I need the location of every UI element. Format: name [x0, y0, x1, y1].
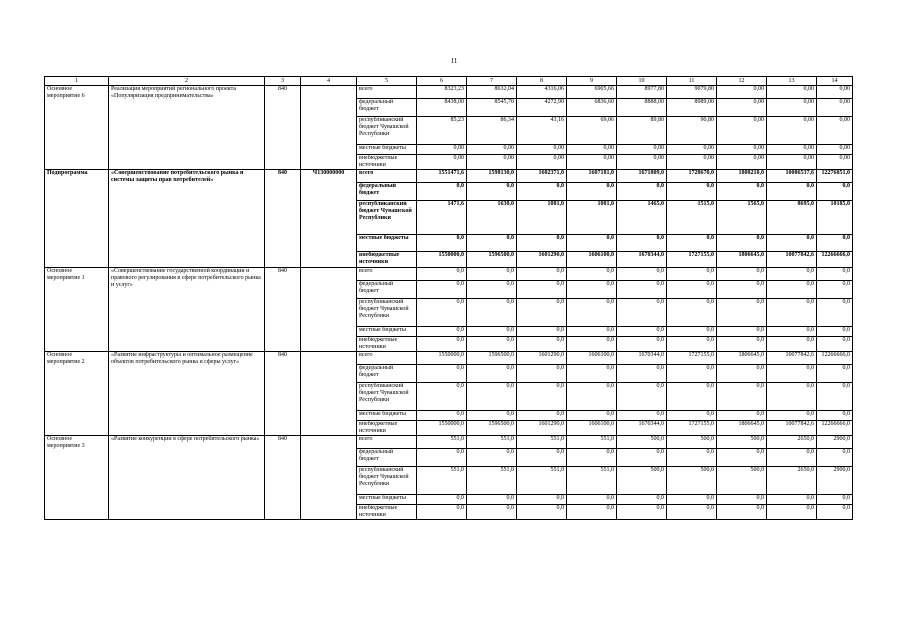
value-cell: 0,0 — [517, 268, 567, 281]
value-cell: 500,0 — [667, 436, 717, 449]
value-cell: 1727155,0 — [667, 421, 717, 436]
value-cell: 0,00 — [817, 99, 853, 117]
source-cell: федеральный бюджет — [357, 183, 417, 201]
value-cell: 0,0 — [467, 183, 517, 201]
value-cell: 0,0 — [767, 505, 817, 520]
value-cell: 0,0 — [517, 337, 567, 352]
value-cell: 0,0 — [617, 299, 667, 327]
value-cell: 0,00 — [767, 155, 817, 170]
source-cell: внебюджетные источники — [357, 252, 417, 268]
value-cell: 551,0 — [467, 436, 517, 449]
value-cell: 0,0 — [617, 505, 667, 520]
value-cell: 6905,66 — [567, 86, 617, 99]
value-cell: 0,0 — [817, 495, 853, 505]
table-row — [45, 86, 853, 99]
value-cell: 0,0 — [567, 383, 617, 411]
value-cell: 8695,0 — [767, 201, 817, 235]
value-cell: 1806645,0 — [717, 352, 767, 365]
value-cell: 1550000,0 — [417, 352, 467, 365]
row-title-cell: Подпрограмма — [45, 170, 109, 268]
value-cell: 0,0 — [467, 365, 517, 383]
value-cell: 0,0 — [767, 268, 817, 281]
value-cell: 0,0 — [467, 411, 517, 421]
value-cell: 12266666,0 — [817, 421, 853, 436]
value-cell: 10077842,6 — [767, 252, 817, 268]
header-cell: 14 — [817, 77, 853, 86]
value-cell: 0,00 — [467, 155, 517, 170]
value-cell: 8977,80 — [617, 86, 667, 99]
value-cell: 0,00 — [517, 145, 567, 155]
value-cell: 8888,00 — [617, 99, 667, 117]
value-cell: 0,0 — [617, 268, 667, 281]
source-cell: местные бюджеты — [357, 411, 417, 421]
row-description-cell: Реализация мероприятий регионального проекта «Популяризация предпринимательства» — [109, 86, 265, 170]
value-cell: 500,0 — [717, 436, 767, 449]
value-cell: 1601290,0 — [517, 352, 567, 365]
value-cell: 2900,0 — [817, 436, 853, 449]
value-cell: 1596500,0 — [467, 352, 517, 365]
value-cell: 0,0 — [817, 235, 853, 252]
row-title-cell: Основное мероприятие 1 — [45, 268, 109, 352]
value-cell: 0,0 — [517, 495, 567, 505]
value-cell: 1601290,0 — [517, 252, 567, 268]
source-cell: местные бюджеты — [357, 495, 417, 505]
value-cell: 0,00 — [767, 145, 817, 155]
value-cell: 0,0 — [667, 327, 717, 337]
source-cell: всего — [357, 86, 417, 99]
row-description-cell: «Совершенствование государственной координации и правового регулирования в сфере потребительского рынка и услуг» — [109, 268, 265, 352]
value-cell: 43,16 — [517, 117, 567, 145]
value-cell: 0,0 — [417, 183, 467, 201]
value-cell: 500,0 — [617, 467, 667, 495]
value-cell: 0,0 — [767, 327, 817, 337]
value-cell: 1727155,0 — [667, 252, 717, 268]
value-cell: 0,0 — [517, 449, 567, 467]
value-cell: 1551471,6 — [417, 170, 467, 183]
value-cell: 0,0 — [667, 281, 717, 299]
value-cell: 0,0 — [567, 449, 617, 467]
value-cell: 86,34 — [467, 117, 517, 145]
value-cell: 551,0 — [567, 436, 617, 449]
value-cell: 0,0 — [817, 337, 853, 352]
header-cell: 13 — [767, 77, 817, 86]
value-cell: 0,0 — [567, 268, 617, 281]
value-cell: 0,0 — [467, 235, 517, 252]
gov-code-cell: 840 — [265, 352, 301, 436]
value-cell: 1471,6 — [417, 201, 467, 235]
value-cell: 85,23 — [417, 117, 467, 145]
value-cell: 0,0 — [567, 411, 617, 421]
value-cell: 0,0 — [667, 365, 717, 383]
value-cell: 0,0 — [617, 281, 667, 299]
csr-code-cell — [301, 352, 357, 436]
source-cell: республиканский бюджет Чувашской Республики — [357, 383, 417, 411]
source-cell: федеральный бюджет — [357, 281, 417, 299]
header-cell: 9 — [567, 77, 617, 86]
source-cell: федеральный бюджет — [357, 99, 417, 117]
source-cell: внебюджетные источники — [357, 337, 417, 352]
value-cell: 0,0 — [467, 299, 517, 327]
source-cell: внебюджетные источники — [357, 155, 417, 170]
value-cell: 0,0 — [417, 365, 467, 383]
value-cell: 8989,00 — [667, 99, 717, 117]
value-cell: 0,0 — [567, 299, 617, 327]
value-cell: 500,0 — [667, 467, 717, 495]
gov-code-cell: 840 — [265, 436, 301, 520]
value-cell: 1670344,0 — [617, 252, 667, 268]
value-cell: 0,0 — [667, 299, 717, 327]
source-cell: республиканский бюджет Чувашской Республики — [357, 201, 417, 235]
value-cell: 0,0 — [617, 337, 667, 352]
value-cell: 0,0 — [767, 235, 817, 252]
value-cell: 0,0 — [667, 495, 717, 505]
value-cell: 1607181,0 — [567, 170, 617, 183]
value-cell: 8438,00 — [417, 99, 467, 117]
value-cell: 0,00 — [717, 86, 767, 99]
value-cell: 8323,23 — [417, 86, 467, 99]
row-title-cell: Основное мероприятие 6 — [45, 86, 109, 170]
value-cell: 0,0 — [767, 183, 817, 201]
value-cell: 0,0 — [567, 365, 617, 383]
value-cell: 10185,0 — [817, 201, 853, 235]
header-cell: 6 — [417, 77, 467, 86]
value-cell: 0,0 — [467, 383, 517, 411]
header-cell: 11 — [667, 77, 717, 86]
value-cell: 1596500,0 — [467, 252, 517, 268]
value-cell: 1670344,0 — [617, 421, 667, 436]
value-cell: 0,0 — [717, 299, 767, 327]
value-cell: 1728670,0 — [667, 170, 717, 183]
value-cell: 0,0 — [717, 365, 767, 383]
value-cell: 0,0 — [417, 411, 467, 421]
value-cell: 0,00 — [817, 145, 853, 155]
value-cell: 500,0 — [617, 436, 667, 449]
value-cell: 90,80 — [667, 117, 717, 145]
budget-table — [44, 76, 853, 520]
value-cell: 0,0 — [467, 327, 517, 337]
value-cell: 0,0 — [567, 505, 617, 520]
row-title-cell: Основное мероприятие 2 — [45, 352, 109, 436]
value-cell: 0,0 — [467, 337, 517, 352]
value-cell: 10077842,6 — [767, 421, 817, 436]
value-cell: 0,00 — [567, 155, 617, 170]
value-cell: 1601290,0 — [517, 421, 567, 436]
value-cell: 0,0 — [817, 268, 853, 281]
value-cell: 0,0 — [517, 505, 567, 520]
value-cell: 0,0 — [517, 235, 567, 252]
value-cell: 1596500,0 — [467, 421, 517, 436]
source-cell: внебюджетные источники — [357, 421, 417, 436]
value-cell: 0,0 — [817, 383, 853, 411]
value-cell: 551,0 — [417, 436, 467, 449]
csr-code-cell: Ч130000000 — [301, 170, 357, 268]
value-cell: 0,0 — [617, 183, 667, 201]
value-cell: 8632,04 — [467, 86, 517, 99]
value-cell: 0,0 — [567, 337, 617, 352]
source-cell: республиканский бюджет Чувашской Республики — [357, 117, 417, 145]
value-cell: 1606100,0 — [567, 252, 617, 268]
source-cell: республиканский бюджет Чувашской Республики — [357, 299, 417, 327]
value-cell: 1727155,0 — [667, 352, 717, 365]
value-cell: 551,0 — [417, 467, 467, 495]
value-cell: 0,0 — [717, 495, 767, 505]
value-cell: 0,0 — [417, 449, 467, 467]
value-cell: 2900,0 — [817, 467, 853, 495]
value-cell: 0,0 — [517, 327, 567, 337]
value-cell: 0,0 — [417, 337, 467, 352]
value-cell: 9079,80 — [667, 86, 717, 99]
value-cell: 1808210,0 — [717, 170, 767, 183]
value-cell: 0,00 — [567, 145, 617, 155]
table-row — [45, 436, 853, 449]
header-cell: 2 — [109, 77, 265, 86]
value-cell: 10077842,6 — [767, 352, 817, 365]
value-cell: 0,0 — [667, 235, 717, 252]
header-cell: 4 — [301, 77, 357, 86]
gov-code-cell: 840 — [265, 170, 301, 268]
value-cell: 0,0 — [767, 365, 817, 383]
value-cell: 551,0 — [467, 467, 517, 495]
value-cell: 12276851,0 — [817, 170, 853, 183]
value-cell: 1606100,0 — [567, 421, 617, 436]
value-cell: 1602371,0 — [517, 170, 567, 183]
value-cell: 0,0 — [467, 495, 517, 505]
value-cell: 0,0 — [767, 449, 817, 467]
value-cell: 0,00 — [817, 155, 853, 170]
value-cell: 0,0 — [817, 327, 853, 337]
value-cell: 551,0 — [517, 467, 567, 495]
value-cell: 0,00 — [467, 145, 517, 155]
value-cell: 1550000,0 — [417, 252, 467, 268]
value-cell: 0,00 — [717, 145, 767, 155]
page-number: 11 — [450, 57, 458, 65]
value-cell: 0,0 — [717, 235, 767, 252]
source-cell: республиканский бюджет Чувашской Республики — [357, 467, 417, 495]
value-cell: 0,0 — [667, 337, 717, 352]
value-cell: 89,80 — [617, 117, 667, 145]
value-cell: 0,0 — [817, 449, 853, 467]
value-cell: 0,0 — [817, 411, 853, 421]
value-cell: 0,00 — [417, 145, 467, 155]
value-cell: 0,0 — [717, 505, 767, 520]
value-cell: 551,0 — [567, 467, 617, 495]
value-cell: 0,0 — [417, 281, 467, 299]
source-cell: местные бюджеты — [357, 327, 417, 337]
header-cell: 3 — [265, 77, 301, 86]
value-cell: 1670344,0 — [617, 352, 667, 365]
header-cell: 12 — [717, 77, 767, 86]
value-cell: 0,0 — [417, 235, 467, 252]
value-cell: 0,0 — [617, 495, 667, 505]
source-cell: федеральный бюджет — [357, 449, 417, 467]
value-cell: 0,0 — [517, 411, 567, 421]
value-cell: 0,0 — [517, 383, 567, 411]
csr-code-cell — [301, 86, 357, 170]
value-cell: 0,0 — [517, 183, 567, 201]
source-cell: местные бюджеты — [357, 145, 417, 155]
value-cell: 0,0 — [717, 281, 767, 299]
value-cell: 1550000,0 — [417, 421, 467, 436]
value-cell: 1081,0 — [517, 201, 567, 235]
row-description-cell: «Развитие инфраструктуры и оптимальное размещение объектов потребительского рынка и сферы услуг» — [109, 352, 265, 436]
value-cell: 2650,0 — [767, 467, 817, 495]
value-cell: 12266666,0 — [817, 352, 853, 365]
value-cell: 0,0 — [717, 411, 767, 421]
value-cell: 2650,0 — [767, 436, 817, 449]
value-cell: 0,0 — [517, 281, 567, 299]
table-row — [45, 170, 853, 183]
value-cell: 0,0 — [767, 281, 817, 299]
value-cell: 0,0 — [767, 495, 817, 505]
value-cell: 0,0 — [667, 449, 717, 467]
value-cell: 0,0 — [717, 183, 767, 201]
value-cell: 0,0 — [617, 235, 667, 252]
value-cell: 0,00 — [617, 155, 667, 170]
value-cell: 0,0 — [567, 495, 617, 505]
value-cell: 500,0 — [717, 467, 767, 495]
value-cell: 0,0 — [817, 281, 853, 299]
value-cell: 1806645,0 — [717, 252, 767, 268]
value-cell: 0,0 — [417, 495, 467, 505]
value-cell: 0,0 — [667, 183, 717, 201]
value-cell: 0,0 — [667, 268, 717, 281]
value-cell: 0,0 — [667, 505, 717, 520]
row-title-cell: Основное мероприятие 3 — [45, 436, 109, 520]
value-cell: 0,0 — [417, 383, 467, 411]
value-cell: 0,0 — [717, 383, 767, 411]
source-cell: федеральный бюджет — [357, 365, 417, 383]
value-cell: 0,0 — [417, 299, 467, 327]
source-cell: местные бюджеты — [357, 235, 417, 252]
source-cell: всего — [357, 352, 417, 365]
value-cell: 0,0 — [517, 365, 567, 383]
csr-code-cell — [301, 436, 357, 520]
value-cell: 69,06 — [567, 117, 617, 145]
header-cell: 5 — [357, 77, 417, 86]
value-cell: 1630,0 — [467, 201, 517, 235]
value-cell: 0,00 — [517, 155, 567, 170]
value-cell: 0,0 — [467, 281, 517, 299]
table-row — [45, 352, 853, 365]
header-cell: 1 — [45, 77, 109, 86]
value-cell: 0,00 — [767, 117, 817, 145]
gov-code-cell: 840 — [265, 268, 301, 352]
value-cell: 551,0 — [517, 436, 567, 449]
value-cell: 0,00 — [667, 145, 717, 155]
value-cell: 0,0 — [717, 449, 767, 467]
value-cell: 0,0 — [767, 299, 817, 327]
value-cell: 0,0 — [467, 268, 517, 281]
value-cell: 0,0 — [717, 337, 767, 352]
value-cell: 1565,0 — [717, 201, 767, 235]
source-cell: всего — [357, 268, 417, 281]
value-cell: 0,0 — [417, 505, 467, 520]
value-cell: 0,0 — [667, 411, 717, 421]
value-cell: 0,0 — [617, 327, 667, 337]
value-cell: 1806645,0 — [717, 421, 767, 436]
value-cell: 0,0 — [617, 383, 667, 411]
value-cell: 12266666,0 — [817, 252, 853, 268]
value-cell: 0,00 — [417, 155, 467, 170]
value-cell: 0,00 — [617, 145, 667, 155]
value-cell: 1465,0 — [617, 201, 667, 235]
value-cell: 1671809,0 — [617, 170, 667, 183]
value-cell: 0,0 — [617, 365, 667, 383]
value-cell: 0,00 — [717, 99, 767, 117]
value-cell: 0,0 — [417, 268, 467, 281]
value-cell: 0,00 — [767, 86, 817, 99]
value-cell: 0,0 — [717, 327, 767, 337]
value-cell: 0,00 — [767, 99, 817, 117]
value-cell: 0,00 — [717, 117, 767, 145]
value-cell: 0,0 — [767, 411, 817, 421]
row-description-cell: «Совершенствование потребительского рынка и системы защиты прав потребителей» — [109, 170, 265, 268]
value-cell: 0,0 — [717, 268, 767, 281]
value-cell: 0,0 — [467, 449, 517, 467]
source-cell: всего — [357, 170, 417, 183]
value-cell: 4316,06 — [517, 86, 567, 99]
csr-code-cell — [301, 268, 357, 352]
value-cell: 8545,70 — [467, 99, 517, 117]
value-cell: 1598130,0 — [467, 170, 517, 183]
value-cell: 0,0 — [567, 327, 617, 337]
value-cell: 0,0 — [667, 383, 717, 411]
value-cell: 0,00 — [817, 117, 853, 145]
value-cell: 0,00 — [817, 86, 853, 99]
source-cell: внебюджетные источники — [357, 505, 417, 520]
value-cell: 1081,0 — [567, 201, 617, 235]
value-cell: 0,0 — [817, 365, 853, 383]
header-row — [45, 77, 853, 86]
value-cell: 0,0 — [417, 327, 467, 337]
value-cell: 6836,60 — [567, 99, 617, 117]
value-cell: 1515,0 — [667, 201, 717, 235]
table-row — [45, 268, 853, 281]
value-cell: 0,0 — [567, 183, 617, 201]
gov-code-cell: 840 — [265, 86, 301, 170]
value-cell: 0,0 — [817, 505, 853, 520]
value-cell: 0,0 — [817, 183, 853, 201]
value-cell: 0,0 — [467, 505, 517, 520]
value-cell: 0,0 — [617, 411, 667, 421]
value-cell: 0,0 — [617, 449, 667, 467]
row-description-cell: «Развитие конкуренции в сфере потребительского рынка» — [109, 436, 265, 520]
header-cell: 10 — [617, 77, 667, 86]
header-cell: 8 — [517, 77, 567, 86]
value-cell: 0,0 — [767, 383, 817, 411]
value-cell: 0,0 — [517, 299, 567, 327]
value-cell: 0,0 — [567, 235, 617, 252]
value-cell: 0,0 — [767, 337, 817, 352]
value-cell: 4272,90 — [517, 99, 567, 117]
value-cell: 0,00 — [667, 155, 717, 170]
value-cell: 0,0 — [567, 281, 617, 299]
source-cell: всего — [357, 436, 417, 449]
value-cell: 0,00 — [717, 155, 767, 170]
value-cell: 1606100,0 — [567, 352, 617, 365]
value-cell: 0,0 — [817, 299, 853, 327]
value-cell: 10086537,6 — [767, 170, 817, 183]
header-cell: 7 — [467, 77, 517, 86]
